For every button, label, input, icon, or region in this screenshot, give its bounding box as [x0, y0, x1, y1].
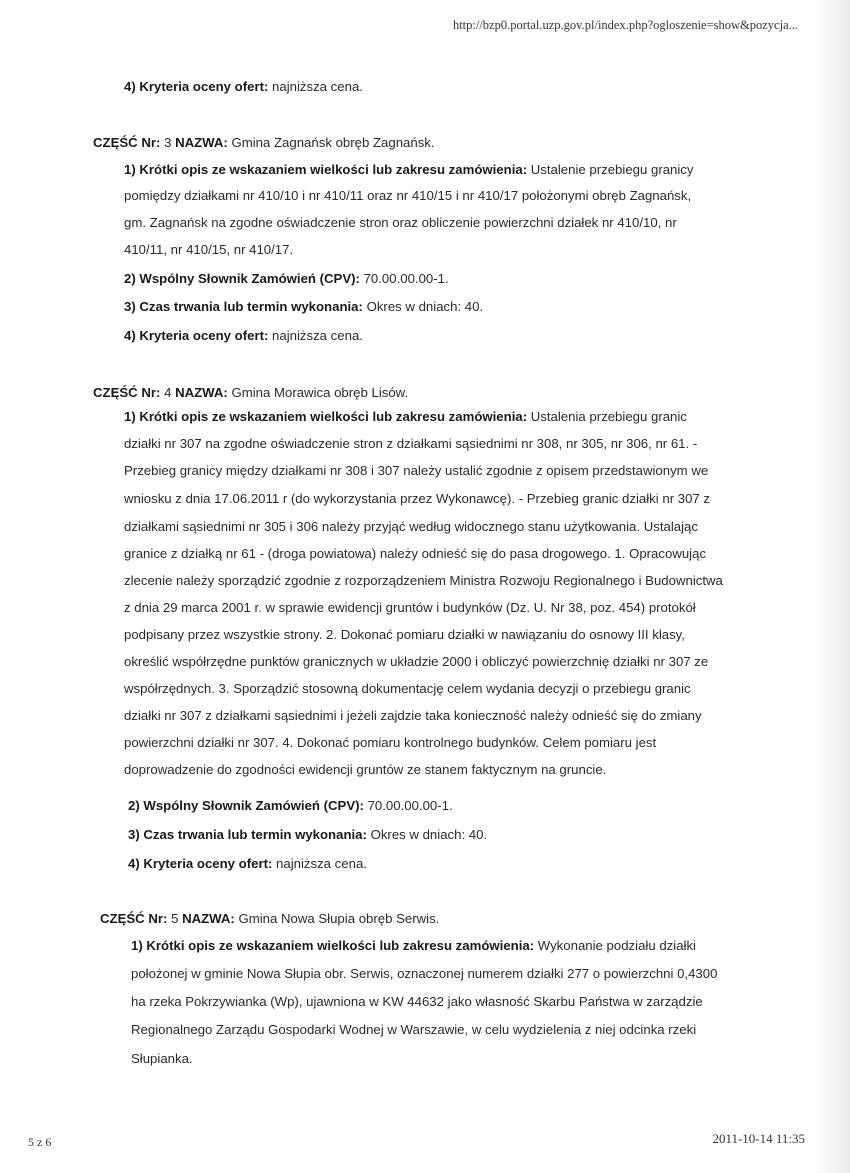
part3-item3	[124, 297, 483, 317]
part5-item1-line1	[131, 936, 696, 956]
part3-item4-label: 4) Kryteria oceny ofert:	[124, 328, 269, 343]
part4-item1-line3: Przebieg granicy między działkami nr 308 i 307 należy ustalić zgodnie z opisem przedstawionym we	[124, 463, 709, 478]
part3-item1-line2: pomiędzy działkami nr 410/10 i nr 410/11 oraz nr 410/15 i nr 410/17 położonymi obręb Zagnańsk,	[124, 188, 692, 203]
part4-item4-value: najniższa cena.	[272, 856, 367, 871]
top-criteria-label: 4) Kryteria oceny ofert:	[124, 79, 269, 94]
part3-item1-line4: 410/11, nr 410/15, nr 410/17.	[124, 242, 294, 257]
part4-item1-line4: wniosku z dnia 17.06.2011 r (do wykorzystania przez Wykonawcę). - Przebieg granic działki nr 307 z	[124, 491, 711, 506]
part3-item1-line1	[124, 160, 694, 180]
part4-item3	[128, 825, 487, 845]
part5-heading-label: CZĘŚĆ Nr:	[100, 911, 168, 926]
part4-heading-label: CZĘŚĆ Nr:	[93, 385, 161, 400]
part3-item2	[124, 269, 449, 289]
part4-item4	[128, 854, 367, 874]
part3-item2-value: 70.00.00.00-1.	[359, 271, 449, 286]
part3-item4-value: najniższa cena.	[268, 328, 363, 343]
part4-heading	[93, 383, 408, 403]
page-url: http://bzp0.portal.uzp.gov.pl/index.php?ogloszenie=show&pozycja...	[452, 18, 798, 32]
top-criteria	[124, 77, 363, 97]
part5-number: 5	[167, 911, 183, 926]
scan-edge-shadow	[814, 0, 850, 1173]
part3-item2-label: 2) Wspólny Słownik Zamówień (CPV):	[124, 271, 360, 286]
part4-item2-value: 70.00.00.00-1.	[363, 798, 453, 813]
part4-item1-text: Ustalenia przebiegu granic	[527, 409, 687, 424]
part5-item1-label: 1) Krótki opis ze wskazaniem wielkości lub zakresu zamówienia:	[131, 938, 535, 953]
part4-item3-value: Okres w dniach: 40.	[366, 827, 488, 842]
part5-item1-line2: położonej w gminie Nowa Słupia obr. Serwis, oznaczonej numerem działki 277 o powierzchni 0,4300	[131, 966, 718, 981]
part3-item1-text: Ustalenie przebiegu granicy	[527, 162, 694, 177]
part4-item2	[128, 796, 453, 816]
part4-item1-line10: określić współrzędne punktów granicznych w układzie 2000 i obliczyć powierzchnię działki nr 307 ze	[124, 654, 709, 669]
part4-item1-line14: doprowadzenie do zgodności ewidencji gruntów ze stanem faktycznym na gruncie.	[124, 762, 607, 777]
part4-name-label: NAZWA:	[175, 385, 228, 400]
part4-item2-label: 2) Wspólny Słownik Zamówień (CPV):	[128, 798, 364, 813]
part3-item1-line3: gm. Zagnańsk na zgodne oświadczenie stron oraz obliczenie powierzchni działek nr 410/10, nr	[124, 215, 677, 230]
part4-item1-label: 1) Krótki opis ze wskazaniem wielkości lub zakresu zamówienia:	[124, 409, 528, 424]
part4-item1-line11: współrzędnych. 3. Sporządzić stosowną dokumentację celem wydania decyzji o przebiegu granic	[124, 681, 691, 696]
part4-item1-line13: powierzchni działki nr 307. 4. Dokonać pomiaru kontrolnego budynków. Celem pomiaru jest	[124, 735, 657, 750]
part4-item1-line6: granice z działką nr 61 - (droga powiatowa) należy odnieść się do pasa drogowego. 1. Opracowując	[124, 546, 707, 561]
part4-item1-line8: z dnia 29 marca 2001 r. w sprawie ewidencji gruntów i budynków (Dz. U. Nr 38, poz. 454) protokół	[124, 600, 696, 615]
part3-item4	[124, 326, 363, 346]
part4-item1-line9: podpisany przez wszystkie strony. 2. Dokonać pomiaru działki w nawiązaniu do osnowy III klasy,	[124, 627, 685, 642]
part3-heading-label: CZĘŚĆ Nr:	[93, 135, 161, 150]
part3-number: 3	[160, 135, 176, 150]
part5-heading	[100, 909, 439, 929]
page-number: 5 z 6	[28, 1135, 52, 1149]
part5-item1-line3: ha rzeka Pokrzywianka (Wp), ujawniona w KW 44632 jako własność Skarbu Państwa w zarządzie	[131, 994, 703, 1009]
part3-item1-label: 1) Krótki opis ze wskazaniem wielkości lub zakresu zamówienia:	[124, 162, 528, 177]
part4-name: Gmina Morawica obręb Lisów.	[227, 385, 409, 400]
print-datetime: 2011-10-14 11:35	[712, 1131, 805, 1146]
part4-item1-line7: zlecenie należy sporządzić zgodnie z rozporządzeniem Ministra Rozwoju Regionalnego i Budownictwa	[124, 573, 723, 588]
part3-name-label: NAZWA:	[175, 135, 228, 150]
part4-item3-label: 3) Czas trwania lub termin wykonania:	[128, 827, 367, 842]
part4-item1-line5: działkami sąsiednimi nr 305 i 306 należy przyjąć według widocznego stanu użytkowania. Ustalając	[124, 519, 698, 534]
part3-heading	[93, 133, 435, 153]
part5-name: Gmina Nowa Słupia obręb Serwis.	[234, 911, 440, 926]
part3-name: Gmina Zagnańsk obręb Zagnańsk.	[227, 135, 435, 150]
part5-item1-text: Wykonanie podziału działki	[534, 938, 696, 953]
part4-item1-line2: działki nr 307 na zgodne oświadczenie stron z działkami sąsiednimi nr 308, nr 305, nr 306, nr 61. -	[124, 436, 698, 451]
part4-item1-line12: działki nr 307 z działkami sąsiednimi i jeżeli zajdzie taka konieczność należy odnieść się do zmiany	[124, 708, 702, 723]
part4-item4-label: 4) Kryteria oceny ofert:	[128, 856, 273, 871]
part3-item3-value: Okres w dniach: 40.	[362, 299, 484, 314]
part3-item3-label: 3) Czas trwania lub termin wykonania:	[124, 299, 363, 314]
part4-number: 4	[160, 385, 176, 400]
top-criteria-value: najniższa cena.	[268, 79, 363, 94]
part5-name-label: NAZWA:	[182, 911, 235, 926]
part5-item1-line4: Regionalnego Zarządu Gospodarki Wodnej w Warszawie, w celu wydzielenia z niej odcinka rzeki	[131, 1022, 697, 1037]
part4-item1-line1	[124, 407, 687, 427]
part5-item1-line5: Słupianka.	[131, 1051, 193, 1066]
